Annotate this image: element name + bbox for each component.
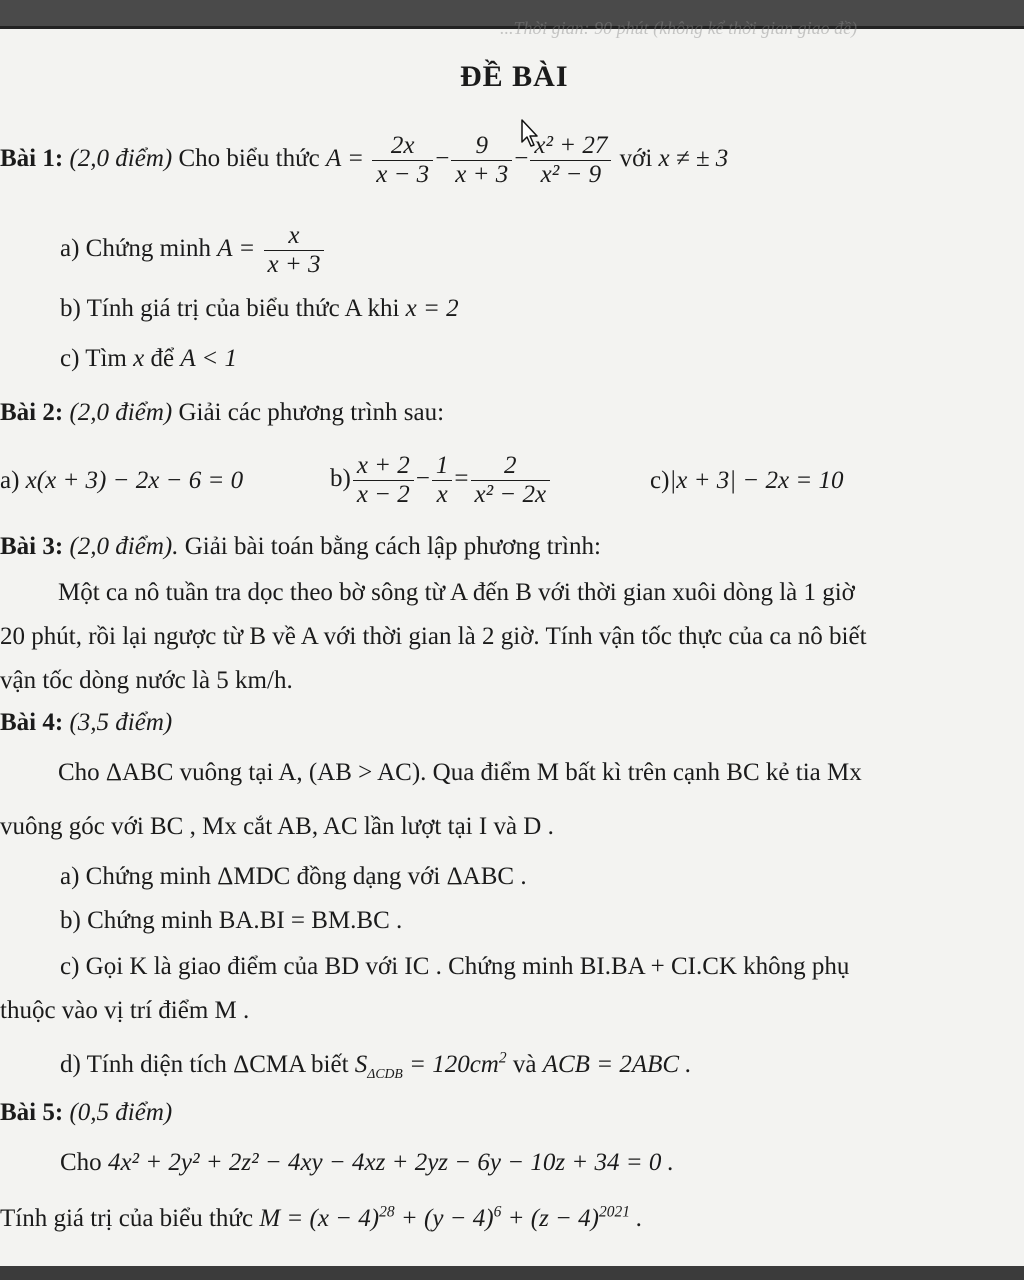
bai1-cond-word: với — [619, 145, 653, 173]
bai3-l3: vận tốc dòng nước là 5 km/h. — [0, 667, 293, 694]
bottom-bezel — [0, 1266, 1024, 1280]
bai5-points: (0,5 điểm) — [69, 1099, 173, 1126]
bai1-frac1: $\frac{2x}{x - 3}$ — [372, 132, 433, 189]
bai1-b-text: b) Tính giá trị của biểu thức A khi — [60, 295, 400, 322]
bai2-b-frac2: $\frac{1}{x}$ — [432, 452, 453, 509]
bai3-l2: 20 phút, rồi lại ngược từ B về A với thời gian là 2 giờ. Tính vận tốc thực của ca nô biết — [0, 623, 867, 650]
bai2-c — [650, 466, 843, 496]
bai4-b: b) Chứng minh BA.BI = BM.BC . — [60, 907, 403, 934]
bai1-frac3: $\frac{\text{x² + 27}}{\text{x² − 9}}$ — [530, 132, 611, 189]
bai4-c1: c) Gọi K là giao điểm của BD với IC . Chứng minh BI.BA + CI.CK không phụ — [60, 953, 850, 980]
bai1-intro: Cho biểu thức — [178, 145, 320, 173]
bai2-c-label: c) — [650, 467, 670, 494]
bai2-a — [0, 466, 243, 496]
bai1-a-text: a) Chứng minh — [60, 235, 212, 263]
bai4-d-rel: ACB = 2ABC . — [542, 1051, 692, 1078]
bai2-b-frac1: $\frac{x + 2}{x - 2}$ — [353, 452, 414, 509]
bai1-cond: x ≠ ± 3 — [658, 145, 729, 173]
bai3-l1: Một ca nô tuần tra dọc theo bờ sông từ A đến B với thời gian xuôi dòng là 1 giờ — [58, 579, 855, 606]
bai1-b-expr: x = 2 — [405, 295, 459, 322]
bai2-intro: Giải các phương trình sau: — [178, 399, 445, 426]
bai5-m-line — [0, 1204, 643, 1234]
bai4-d-text: d) Tính diện tích ΔCMA biết — [60, 1051, 349, 1078]
bai5-m-expr: $M = (x - 4)^{28} + (y - 4)^6 + (z - 4)^{2021}$ . — [259, 1203, 643, 1232]
bai5-m-text: Tính giá trị của biểu thức — [0, 1205, 254, 1232]
bai4-l2: vuông góc với BC , Mx cắt AB, AC lần lượt tại I và D . — [0, 813, 554, 840]
bai1-c-text2: để — [150, 345, 175, 372]
bai4-d-and: và — [512, 1051, 537, 1078]
bai4-l1: Cho ΔABC vuông tại A, (AB > AC). Qua điểm M bất kì trên cạnh BC kẻ tia Mx — [58, 759, 862, 786]
bai5-line — [0, 1098, 172, 1128]
bai2-b-label: b) — [330, 465, 351, 493]
bai2-a-label: a) — [0, 467, 20, 494]
bai2-b-frac3: $\frac{2}{\text{x² − 2x}}$ — [471, 452, 551, 509]
bai1-a — [60, 222, 326, 279]
bai1-lhs: A = — [326, 145, 364, 173]
bai4-points: (3,5 điểm) — [69, 709, 173, 736]
bai1-c-text1: c) Tìm — [60, 345, 127, 372]
bai5-eq-line — [60, 1148, 674, 1178]
bai2-a-expr: x(x + 3) − 2x − 6 = 0 — [25, 467, 244, 494]
bai2-line — [0, 398, 444, 428]
bai1-c — [60, 344, 237, 374]
bai4-line — [0, 708, 172, 738]
bai1-c-x: x — [133, 345, 145, 372]
bai5-cho: Cho — [60, 1149, 102, 1176]
bai1-points: (2,0 điểm) — [69, 145, 173, 173]
bai5-label: Bài 5: — [0, 1099, 64, 1126]
bai1-label: Bài 1: — [0, 145, 64, 173]
bai3-intro: Giải bài toán bằng cách lập phương trình: — [184, 533, 601, 560]
bai2-b: b) $\frac{x + 2}{x - 2}$ − $\frac{1}{x}$ = $\frac{2}{\text{x² − 2x}}$ — [330, 452, 552, 509]
bai2-label: Bài 2: — [0, 399, 64, 426]
bai5-eq: 4x² + 2y² + 2z² − 4xy − 4xz + 2yz − 6y − 10z + 34 = 0 . — [107, 1149, 674, 1176]
bai1-line: Bài 1: (2,0 điểm) Cho biểu thức A = $\frac{2x}{x - 3}$ − $\frac{9}{x + 3}$ − $\frac{\text{x² + 27}}{\text{x² − 9}}$ với x ≠ ± 3 — [0, 132, 729, 188]
bai4-c2: thuộc vào vị trí điểm M . — [0, 997, 250, 1024]
header-fragment: ...Thời gian: 90 phút (không kể thời gian giao đề) — [500, 18, 858, 38]
mouse-cursor-icon — [520, 118, 542, 148]
bai1-b — [60, 294, 459, 324]
bai3-points: (2,0 điểm). — [69, 533, 179, 560]
bai2-points: (2,0 điểm) — [69, 399, 173, 426]
bai4-label: Bài 4: — [0, 709, 64, 736]
bai1-a-frac: $\frac{x}{x + 3}$ — [264, 222, 325, 279]
bai4-a: a) Chứng minh ΔMDC đồng dạng với ΔABC . — [60, 863, 527, 890]
bai3-label: Bài 3: — [0, 533, 64, 560]
bai1-a-lhs: A = — [217, 235, 256, 263]
bai1-frac2: $\frac{9}{x + 3}$ — [451, 132, 512, 189]
bai2-c-expr: |x + 3| − 2x = 10 — [669, 467, 844, 494]
bai4-d-area: $S_{\Delta CDB} = 120cm^2$ — [354, 1049, 507, 1081]
bai4-d — [60, 1050, 692, 1080]
page-title: ĐỀ BÀI — [460, 60, 569, 93]
bai1-c-expr: A < 1 — [180, 345, 238, 372]
bai3-line — [0, 532, 601, 562]
